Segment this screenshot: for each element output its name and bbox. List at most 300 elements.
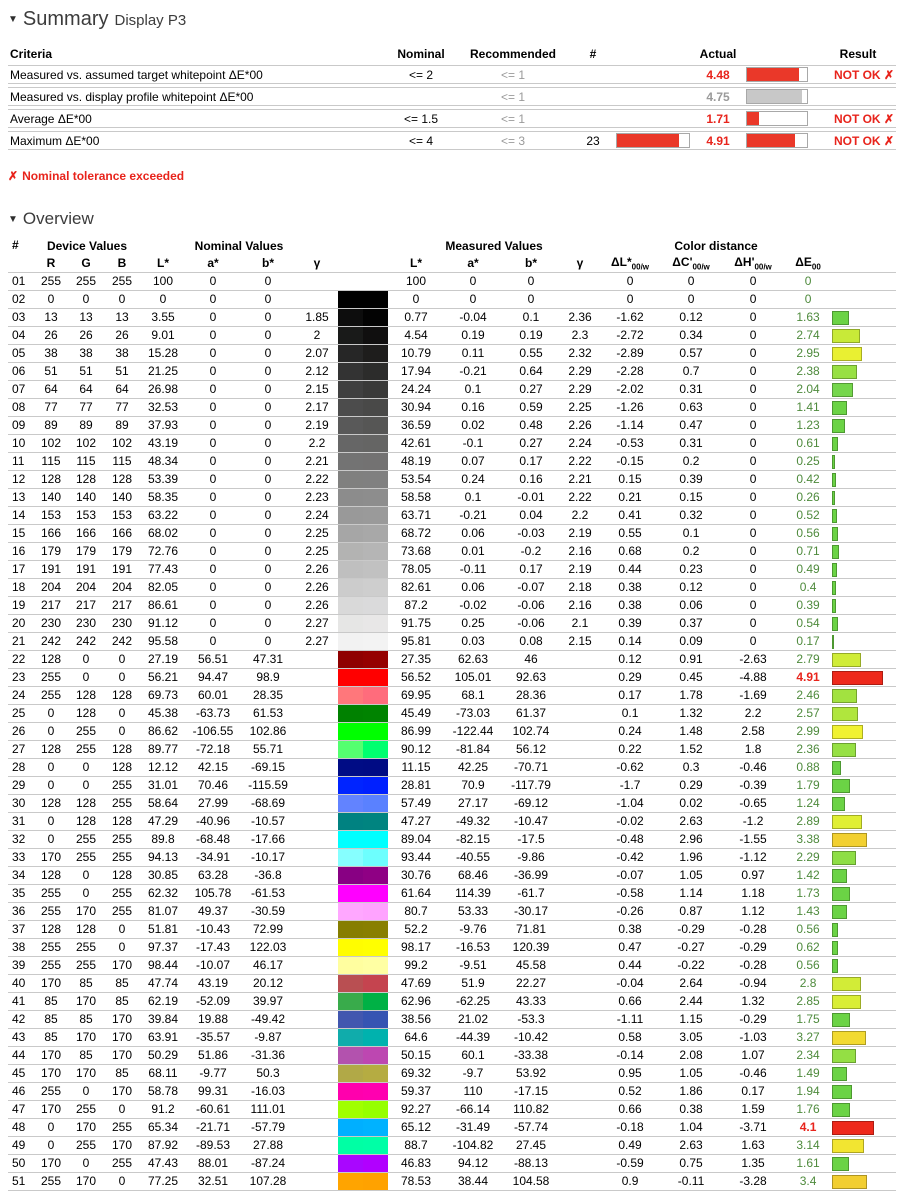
nominal-b-cell: 107.28 xyxy=(240,1173,296,1191)
patch-row xyxy=(8,597,896,615)
patch-number: 39 xyxy=(8,957,34,975)
device-g-cell: 51 xyxy=(68,363,104,381)
nominal-swatch-half xyxy=(338,759,363,776)
delta-e-bar xyxy=(832,527,838,541)
column-header: $\Delta E_{00}$ xyxy=(795,255,821,272)
nominal-l-cell: 65.34 xyxy=(140,1119,186,1137)
delta-e-bar xyxy=(832,869,847,883)
device-b-cell: 166 xyxy=(104,525,140,543)
delta-e-cell: 2.46 xyxy=(784,687,832,705)
measured-a-cell: 0.25 xyxy=(444,615,502,633)
delta-h-cell: -1.55 xyxy=(722,831,784,849)
delta-e-bar xyxy=(832,563,837,577)
column-header: B xyxy=(117,256,127,271)
measured-swatch-half xyxy=(363,885,388,902)
delta-l-cell: 0.1 xyxy=(600,705,660,723)
delta-c-cell: 0.09 xyxy=(660,633,722,651)
measured-b-cell: -0.06 xyxy=(502,597,560,615)
patch-row xyxy=(8,471,896,489)
measured-b-cell: -17.5 xyxy=(502,831,560,849)
measured-swatch-half xyxy=(363,381,388,398)
nominal-l-cell: 51.81 xyxy=(140,921,186,939)
measured-a-cell: -9.51 xyxy=(444,957,502,975)
patch-swatch-halves xyxy=(338,363,388,380)
delta-e-bar-cell xyxy=(832,453,896,471)
measured-a-cell: -0.21 xyxy=(444,363,502,381)
patch-number: 48 xyxy=(8,1119,34,1137)
measured-l-cell: 62.96 xyxy=(388,993,444,1011)
patch-row xyxy=(8,1173,896,1191)
patch-number: 10 xyxy=(8,435,34,453)
patch-row xyxy=(8,273,896,291)
patch-swatch xyxy=(338,867,388,885)
nominal-a-cell: 0 xyxy=(186,363,240,381)
count-bar-box xyxy=(616,133,690,148)
nominal-swatch-half xyxy=(338,1083,363,1100)
delta-e-bar-cell xyxy=(832,759,896,777)
patch-number: 50 xyxy=(8,1155,34,1173)
delta-l-cell: -0.26 xyxy=(600,903,660,921)
nominal-a-cell: 19.88 xyxy=(186,1011,240,1029)
nominal-l-cell: 27.19 xyxy=(140,651,186,669)
nominal-a-cell: -68.48 xyxy=(186,831,240,849)
nominal-b-cell: -9.87 xyxy=(240,1029,296,1047)
device-r-cell: 0 xyxy=(34,813,68,831)
delta-e-bar xyxy=(832,509,837,523)
spacer-header xyxy=(338,237,388,254)
delta-e-bar xyxy=(832,905,847,919)
delta-l-cell: -0.02 xyxy=(600,813,660,831)
nominal-swatch-half xyxy=(338,651,363,668)
measured-a-cell: -66.14 xyxy=(444,1101,502,1119)
patch-number: 24 xyxy=(8,687,34,705)
patch-swatch xyxy=(338,273,388,291)
patch-row xyxy=(8,975,896,993)
measured-gamma-cell: 2.16 xyxy=(560,597,600,615)
nominal-a-cell: -9.77 xyxy=(186,1065,240,1083)
delta-l-cell: 0.44 xyxy=(600,561,660,579)
device-g-cell: 0 xyxy=(68,867,104,885)
recommended-cell: <= 1 xyxy=(454,65,572,84)
device-g-cell: 179 xyxy=(68,543,104,561)
measured-a-cell: -122.44 xyxy=(444,723,502,741)
measured-b-cell: 0.27 xyxy=(502,435,560,453)
recommended-header: Recommended xyxy=(469,47,557,61)
measured-b-cell: -30.17 xyxy=(502,903,560,921)
measured-a-cell: -0.1 xyxy=(444,435,502,453)
measured-gamma-cell xyxy=(560,1029,600,1047)
measured-a-cell: -44.39 xyxy=(444,1029,502,1047)
patch-number: 05 xyxy=(8,345,34,363)
delta-e-bar-cell xyxy=(832,1119,896,1137)
delta-l-cell: -0.07 xyxy=(600,867,660,885)
delta-h-cell: 0 xyxy=(722,471,784,489)
nominal-b-cell: 0 xyxy=(240,507,296,525)
device-b-cell: 255 xyxy=(104,831,140,849)
delta-h-cell: -0.28 xyxy=(722,921,784,939)
measured-b-cell: 28.36 xyxy=(502,687,560,705)
column-header: a* xyxy=(467,256,479,271)
measured-a-cell: 0.06 xyxy=(444,525,502,543)
measured-b-cell: 0 xyxy=(502,273,560,291)
patch-number: 36 xyxy=(8,903,34,921)
nominal-swatch-half xyxy=(338,921,363,938)
patch-swatch xyxy=(338,759,388,777)
nominal-l-cell: 39.84 xyxy=(140,1011,186,1029)
device-r-cell: 170 xyxy=(34,1101,68,1119)
nominal-swatch-half xyxy=(338,507,363,524)
device-g-cell: 255 xyxy=(68,1101,104,1119)
measured-swatch-half xyxy=(363,507,388,524)
nominal-swatch-half xyxy=(338,543,363,560)
measured-gamma-cell xyxy=(560,795,600,813)
collapse-triangle-icon[interactable]: ▼ xyxy=(8,214,18,225)
patch-row xyxy=(8,1047,896,1065)
patch-swatch xyxy=(338,813,388,831)
nominal-a-cell: -63.73 xyxy=(186,705,240,723)
measured-gamma-cell xyxy=(560,849,600,867)
delta-e-bar xyxy=(832,419,845,433)
delta-h-cell: -1.2 xyxy=(722,813,784,831)
patch-swatch-halves xyxy=(338,867,388,884)
measured-a-cell: 38.44 xyxy=(444,1173,502,1191)
measured-swatch-half xyxy=(363,1083,388,1100)
device-r-cell: 0 xyxy=(34,1119,68,1137)
patch-swatch-halves xyxy=(338,1119,388,1136)
delta-l-cell: 0.66 xyxy=(600,993,660,1011)
patch-swatch-halves xyxy=(338,273,388,290)
delta-e-bar-cell xyxy=(832,741,896,759)
nominal-b-cell: -49.42 xyxy=(240,1011,296,1029)
patch-number: 37 xyxy=(8,921,34,939)
delta-h-cell: 1.18 xyxy=(722,885,784,903)
patch-swatch xyxy=(338,579,388,597)
patch-swatch-halves xyxy=(338,579,388,596)
patch-row xyxy=(8,957,896,975)
criteria-cell: Measured vs. display profile whitepoint ΔE*00 xyxy=(8,87,388,106)
measured-a-cell: -0.02 xyxy=(444,597,502,615)
nominal-l-cell: 69.73 xyxy=(140,687,186,705)
delta-e-bar-cell xyxy=(832,957,896,975)
delta-c-cell: 0.87 xyxy=(660,903,722,921)
device-g-cell: 204 xyxy=(68,579,104,597)
nominal-gamma-cell xyxy=(296,1173,338,1191)
nominal-b-cell: 0 xyxy=(240,543,296,561)
patch-swatch xyxy=(338,345,388,363)
delta-c-cell: 1.86 xyxy=(660,1083,722,1101)
measured-a-cell: 0.24 xyxy=(444,471,502,489)
measured-a-cell: 27.17 xyxy=(444,795,502,813)
delta-e-bar xyxy=(832,455,835,469)
measured-l-cell: 95.81 xyxy=(388,633,444,651)
measured-b-cell: 56.12 xyxy=(502,741,560,759)
measured-gamma-cell xyxy=(560,1011,600,1029)
actual-bar-cell xyxy=(744,131,820,150)
nominal-gamma-cell: 2.07 xyxy=(296,345,338,363)
delta-h-cell: -0.94 xyxy=(722,975,784,993)
delta-e-cell: 0 xyxy=(784,273,832,291)
delta-c-cell: 0.3 xyxy=(660,759,722,777)
nominal-l-cell: 56.21 xyxy=(140,669,186,687)
nominal-a-cell: -34.91 xyxy=(186,849,240,867)
patch-swatch xyxy=(338,633,388,651)
device-r-cell: 153 xyxy=(34,507,68,525)
measured-a-cell: -9.7 xyxy=(444,1065,502,1083)
device-r-cell: 13 xyxy=(34,309,68,327)
delta-e-cell: 0.56 xyxy=(784,525,832,543)
nominal-gamma-cell xyxy=(296,885,338,903)
delta-e-bar xyxy=(832,1067,847,1081)
recommended-cell: <= 1 xyxy=(454,87,572,106)
tolerance-footnote-text: Nominal tolerance exceeded xyxy=(22,169,185,183)
overview-table xyxy=(8,237,896,1191)
measured-swatch-half xyxy=(363,795,388,812)
nominal-b-cell: 0 xyxy=(240,453,296,471)
nominal-gamma-cell: 2.23 xyxy=(296,489,338,507)
measured-swatch-half xyxy=(363,741,388,758)
measured-swatch-half xyxy=(363,435,388,452)
delta-e-bar-cell xyxy=(832,1137,896,1155)
measured-l-cell: 58.58 xyxy=(388,489,444,507)
device-b-cell: 255 xyxy=(104,273,140,291)
patch-row xyxy=(8,1137,896,1155)
measured-swatch-half xyxy=(363,759,388,776)
measured-l-cell: 82.61 xyxy=(388,579,444,597)
measured-b-cell: 0.1 xyxy=(502,309,560,327)
delta-e-bar xyxy=(832,725,863,739)
delta-l-cell: 0.47 xyxy=(600,939,660,957)
fail-x-icon: ✗ xyxy=(883,111,894,126)
measured-b-cell: 0.55 xyxy=(502,345,560,363)
device-r-cell: 38 xyxy=(34,345,68,363)
patch-row xyxy=(8,831,896,849)
delta-h-cell: 0 xyxy=(722,525,784,543)
delta-c-cell: 0.75 xyxy=(660,1155,722,1173)
device-b-cell: 255 xyxy=(104,1119,140,1137)
patch-swatch-halves xyxy=(338,849,388,866)
result-cell xyxy=(820,65,896,84)
measured-gamma-cell xyxy=(560,975,600,993)
nominal-gamma-cell xyxy=(296,777,338,795)
device-g-cell: 170 xyxy=(68,993,104,1011)
nominal-b-cell: 39.97 xyxy=(240,993,296,1011)
device-g-cell: 128 xyxy=(68,705,104,723)
result-text: NOT OK xyxy=(833,111,884,126)
nominal-gamma-cell xyxy=(296,687,338,705)
patch-swatch-halves xyxy=(338,543,388,560)
delta-e-cell: 2.95 xyxy=(784,345,832,363)
nominal-gamma-cell xyxy=(296,939,338,957)
patch-row xyxy=(8,543,896,561)
measured-b-cell: -61.7 xyxy=(502,885,560,903)
measured-l-cell: 47.27 xyxy=(388,813,444,831)
measured-a-cell: 0.16 xyxy=(444,399,502,417)
measured-l-cell: 100 xyxy=(388,273,444,291)
patch-number: 25 xyxy=(8,705,34,723)
measured-l-cell: 89.04 xyxy=(388,831,444,849)
nominal-b-cell: 0 xyxy=(240,597,296,615)
nominal-gamma-cell: 2.26 xyxy=(296,579,338,597)
actual-bar-cell xyxy=(744,65,820,84)
measured-a-cell: 60.1 xyxy=(444,1047,502,1065)
measured-gamma-cell xyxy=(560,1137,600,1155)
measured-gamma-cell xyxy=(560,669,600,687)
nominal-b-cell: 0 xyxy=(240,471,296,489)
actual-header: Actual xyxy=(699,47,737,61)
nominal-b-cell: 55.71 xyxy=(240,741,296,759)
delta-e-cell: 0.49 xyxy=(784,561,832,579)
delta-h-cell: 0.17 xyxy=(722,1083,784,1101)
nominal-gamma-cell xyxy=(296,957,338,975)
delta-e-cell: 1.61 xyxy=(784,1155,832,1173)
measured-a-cell: 0.07 xyxy=(444,453,502,471)
measured-b-cell: -0.03 xyxy=(502,525,560,543)
delta-e-bar-cell xyxy=(832,1155,896,1173)
device-b-cell: 26 xyxy=(104,327,140,345)
nominal-a-cell: 43.19 xyxy=(186,975,240,993)
patch-row xyxy=(8,795,896,813)
measured-l-cell: 61.64 xyxy=(388,885,444,903)
measured-l-cell: 78.05 xyxy=(388,561,444,579)
measured-l-cell: 57.49 xyxy=(388,795,444,813)
delta-h-cell: 0 xyxy=(722,543,784,561)
nominal-l-cell: 15.28 xyxy=(140,345,186,363)
nominal-b-cell: 0 xyxy=(240,525,296,543)
nominal-b-cell: 27.88 xyxy=(240,1137,296,1155)
nominal-l-cell: 82.05 xyxy=(140,579,186,597)
measured-swatch-half xyxy=(363,273,388,290)
device-r-cell: 170 xyxy=(34,975,68,993)
device-b-cell: 153 xyxy=(104,507,140,525)
nominal-swatch-half xyxy=(338,813,363,830)
nominal-swatch-half xyxy=(338,687,363,704)
device-r-cell: 230 xyxy=(34,615,68,633)
nominal-l-cell: 32.53 xyxy=(140,399,186,417)
nominal-l-cell: 58.64 xyxy=(140,795,186,813)
delta-e-bar xyxy=(832,1031,866,1045)
measured-gamma-cell xyxy=(560,723,600,741)
delta-c-cell: 1.96 xyxy=(660,849,722,867)
nominal-l-cell: 53.39 xyxy=(140,471,186,489)
nominal-swatch-half xyxy=(338,471,363,488)
measured-l-cell: 28.81 xyxy=(388,777,444,795)
delta-c-cell: 0.31 xyxy=(660,435,722,453)
patch-number: 29 xyxy=(8,777,34,795)
device-r-cell: 0 xyxy=(34,1137,68,1155)
patch-swatch-halves xyxy=(338,615,388,632)
device-r-cell: 85 xyxy=(34,1029,68,1047)
measured-a-cell: -104.82 xyxy=(444,1137,502,1155)
delta-e-bar xyxy=(832,815,862,829)
delta-e-bar-cell xyxy=(832,867,896,885)
delta-e-cell: 4.91 xyxy=(784,669,832,687)
nominal-gamma-cell: 1.85 xyxy=(296,309,338,327)
nominal-a-cell: 27.99 xyxy=(186,795,240,813)
device-r-cell: 255 xyxy=(34,885,68,903)
delta-h-cell: 0 xyxy=(722,381,784,399)
delta-h-cell: 0.97 xyxy=(722,867,784,885)
device-b-cell: 85 xyxy=(104,993,140,1011)
delta-l-cell: 0.44 xyxy=(600,957,660,975)
measured-gamma-cell: 2.32 xyxy=(560,345,600,363)
device-b-cell: 0 xyxy=(104,669,140,687)
nominal-b-cell: -61.53 xyxy=(240,885,296,903)
delta-e-bar-cell xyxy=(832,1101,896,1119)
measured-gamma-cell: 2.25 xyxy=(560,399,600,417)
delta-h-cell: 1.07 xyxy=(722,1047,784,1065)
nominal-b-cell: -57.79 xyxy=(240,1119,296,1137)
patch-number: 38 xyxy=(8,939,34,957)
patch-swatch xyxy=(338,975,388,993)
delta-l-cell: -1.62 xyxy=(600,309,660,327)
delta-e-cell: 1.41 xyxy=(784,399,832,417)
nominal-a-cell: 0 xyxy=(186,417,240,435)
measured-l-cell: 88.7 xyxy=(388,1137,444,1155)
measured-gamma-cell: 2.22 xyxy=(560,489,600,507)
nominal-l-cell: 45.38 xyxy=(140,705,186,723)
device-r-cell: 0 xyxy=(34,705,68,723)
summary-row xyxy=(8,131,896,150)
measured-swatch-half xyxy=(363,1065,388,1082)
delta-l-cell: 0.68 xyxy=(600,543,660,561)
measured-l-cell: 92.27 xyxy=(388,1101,444,1119)
nominal-l-cell: 43.19 xyxy=(140,435,186,453)
patch-swatch xyxy=(338,903,388,921)
nominal-swatch-half xyxy=(338,975,363,992)
device-r-cell: 102 xyxy=(34,435,68,453)
nominal-gamma-cell: 2.26 xyxy=(296,561,338,579)
nominal-l-cell: 9.01 xyxy=(140,327,186,345)
measured-b-cell: 22.27 xyxy=(502,975,560,993)
nominal-b-cell: 0 xyxy=(240,273,296,291)
count-bar-cell xyxy=(614,65,692,84)
measured-a-cell: 94.12 xyxy=(444,1155,502,1173)
delta-h-cell: -2.63 xyxy=(722,651,784,669)
delta-e-bar-cell xyxy=(832,471,896,489)
nominal-a-cell: -106.55 xyxy=(186,723,240,741)
device-b-cell: 0 xyxy=(104,705,140,723)
delta-l-cell: 0.38 xyxy=(600,579,660,597)
measured-l-cell: 93.44 xyxy=(388,849,444,867)
delta-e-cell: 2.04 xyxy=(784,381,832,399)
device-r-cell: 255 xyxy=(34,273,68,291)
patch-number: 32 xyxy=(8,831,34,849)
collapse-triangle-icon[interactable]: ▼ xyxy=(8,14,18,25)
device-b-cell: 128 xyxy=(104,687,140,705)
patch-row xyxy=(8,579,896,597)
delta-e-bar-cell xyxy=(832,633,896,651)
delta-l-cell: 0.21 xyxy=(600,489,660,507)
nominal-swatch-half xyxy=(338,1047,363,1064)
device-r-cell: 0 xyxy=(34,291,68,309)
measured-swatch-half xyxy=(363,363,388,380)
patch-number: 31 xyxy=(8,813,34,831)
device-r-cell: 255 xyxy=(34,1173,68,1191)
delta-c-cell: 1.15 xyxy=(660,1011,722,1029)
delta-e-bar-cell xyxy=(832,939,896,957)
measured-a-cell: 53.33 xyxy=(444,903,502,921)
patch-swatch xyxy=(338,831,388,849)
measured-a-cell: -31.49 xyxy=(444,1119,502,1137)
device-b-cell: 13 xyxy=(104,309,140,327)
delta-h-cell: -0.46 xyxy=(722,759,784,777)
measured-swatch-half xyxy=(363,561,388,578)
delta-e-cell: 0.26 xyxy=(784,489,832,507)
patch-swatch xyxy=(338,399,388,417)
delta-c-cell: 1.04 xyxy=(660,1119,722,1137)
measured-gamma-cell xyxy=(560,921,600,939)
measured-b-cell: 120.39 xyxy=(502,939,560,957)
